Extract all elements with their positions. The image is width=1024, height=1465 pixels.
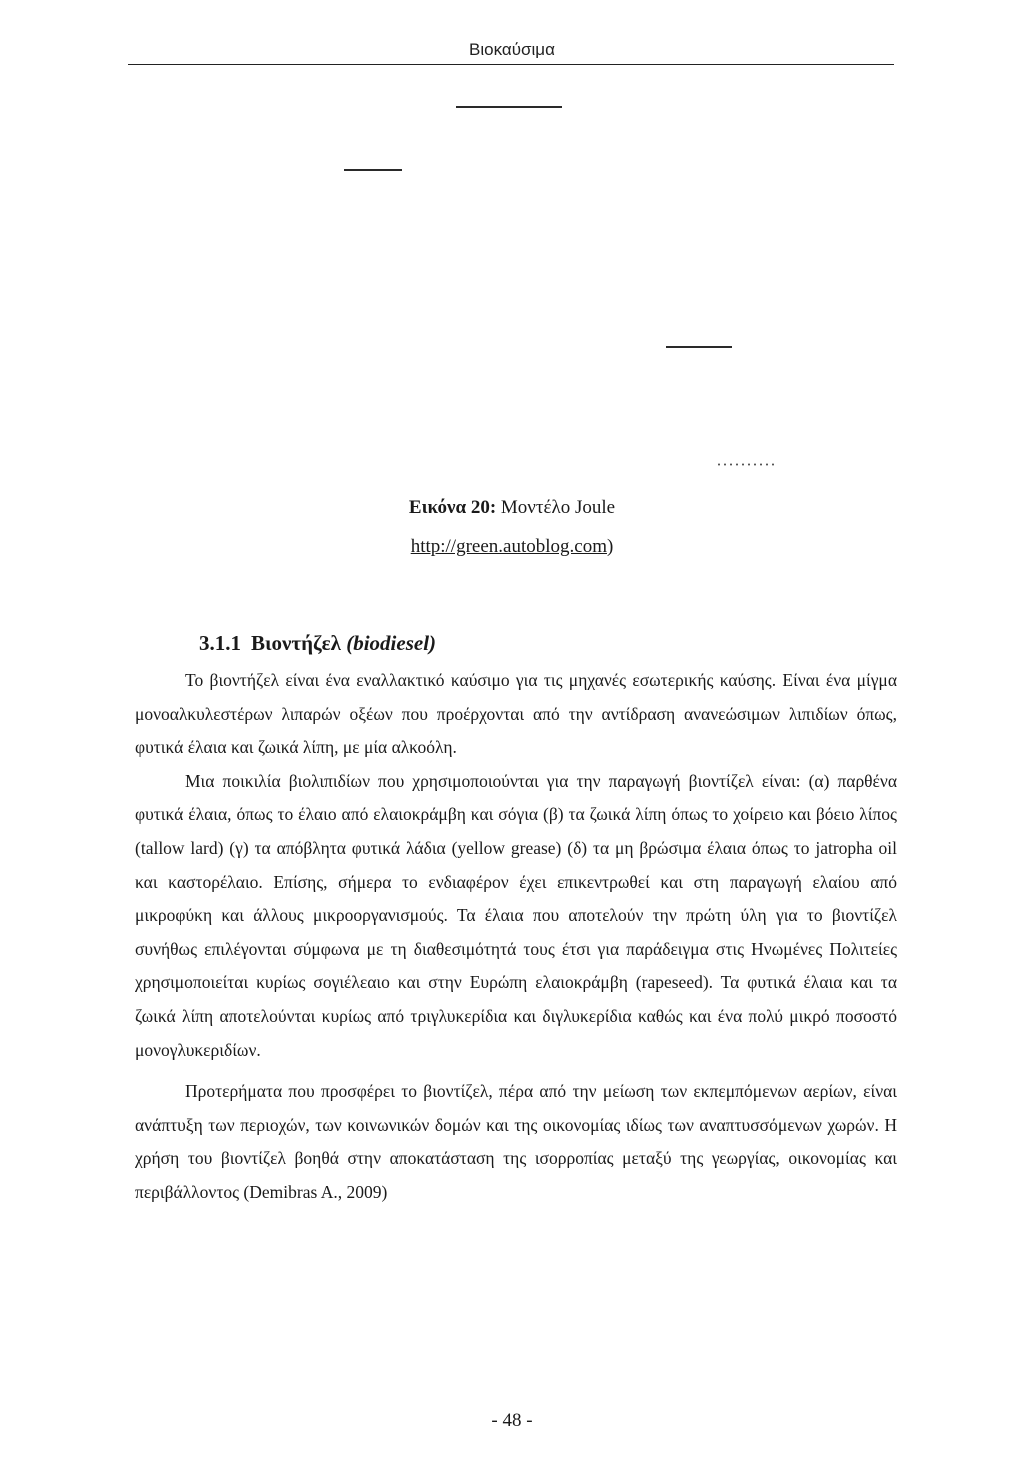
- page-number: - 48 -: [491, 1410, 533, 1431]
- scan-artifact: [666, 346, 732, 348]
- figure-source-suffix: ): [606, 536, 614, 557]
- body-text: [135, 664, 897, 1210]
- figure-source-link[interactable]: http://green.autoblog.com: [410, 536, 607, 557]
- header-rule: [128, 64, 894, 65]
- scan-artifact: [344, 169, 402, 171]
- running-header: Βιοκαύσιμα: [469, 40, 555, 59]
- scan-artifact: [716, 463, 778, 466]
- figure-caption: [0, 498, 1024, 517]
- paragraph-feedstocks: Μια ποικιλία βιολιπιδίων που χρησιμοποιούνται για την παραγωγή βιοντίζελ είναι: (α) παρθένα φυτικά έλαια, όπως το έλαιο από ελαιοκράμβη και σόγια (β) τα ζωικά λίπη όπως το χοίρειο και βόειο λίπος (tallow lard) (γ) τα απόβλητα φυτικά λάδια (yellow grease) (δ) τα μη βρώσιμα έλαια όπως το jatropha oil και καστορέλαιο. Επίσης, σήμερα το ενδιαφέρον έχει επικεντρωθεί και στη παραγωγή ελαίου από μικροφύκη και άλλους μικροοργανισμούς. Τα έλαια που αποτελούν την πρώτη ύλη για το βιοντίζελ συνήθως επιλέγονται σύμφωνα με τη διαθεσιμότητά τους έτσι για παράδειγμα στις Ηνωμένες Πολιτείες χρησιμοποιείται κυρίως σογιέλεαιο και στην Ευρώπη ελαιοκράμβη (rapeseed). Τα φυτικά έλαια και τα ζωικά λίπη αποτελούνται κυρίως από τριγλυκερίδια και διγλυκερίδια καθώς και ένα πολύ μικρό ποσοστό μονογλυκεριδίων.: [135, 770, 897, 1060]
- figure-caption-text: Μοντέλο Joule: [496, 497, 616, 518]
- figure-source: [0, 537, 1024, 556]
- section-heading: [199, 633, 436, 654]
- section-number: 3.1.1: [199, 631, 241, 655]
- section-title: Βιοντήζελ: [251, 631, 347, 655]
- paragraph-intro: Το βιοντήζελ είναι ένα εναλλακτικό καύσιμο για τις μηχανές εσωτερικής καύσης. Είναι ένα μίγμα μονοαλκυλεστέρων λιπαρών οξέων που προέρχονται από την αντίδραση ανανεώσιμων λιπιδίων όπως, φυτικά έλαια και ζωικά λίπη, με μία αλκοόλη.: [135, 670, 897, 758]
- section-title-english: (biodiesel): [346, 631, 437, 655]
- scan-artifact: [456, 106, 562, 108]
- figure-label: Εικόνα 20:: [408, 497, 497, 518]
- paragraph-advantages: Προτερήματα που προσφέρει το βιοντίζελ, πέρα από την μείωση των εκπεμπόμενων αερίων, είναι ανάπτυξη των περιοχών, των κοινωνικών δομών και της οικονομίας ιδίως των αναπτυσσόμενων χωρών. Η χρήση του βιοντίζελ βοηθά στην αποκατάσταση της ισορροπίας μεταξύ της γεωργίας, οικονομίας και περιβάλλοντος (Demibras A., 2009): [135, 1081, 897, 1202]
